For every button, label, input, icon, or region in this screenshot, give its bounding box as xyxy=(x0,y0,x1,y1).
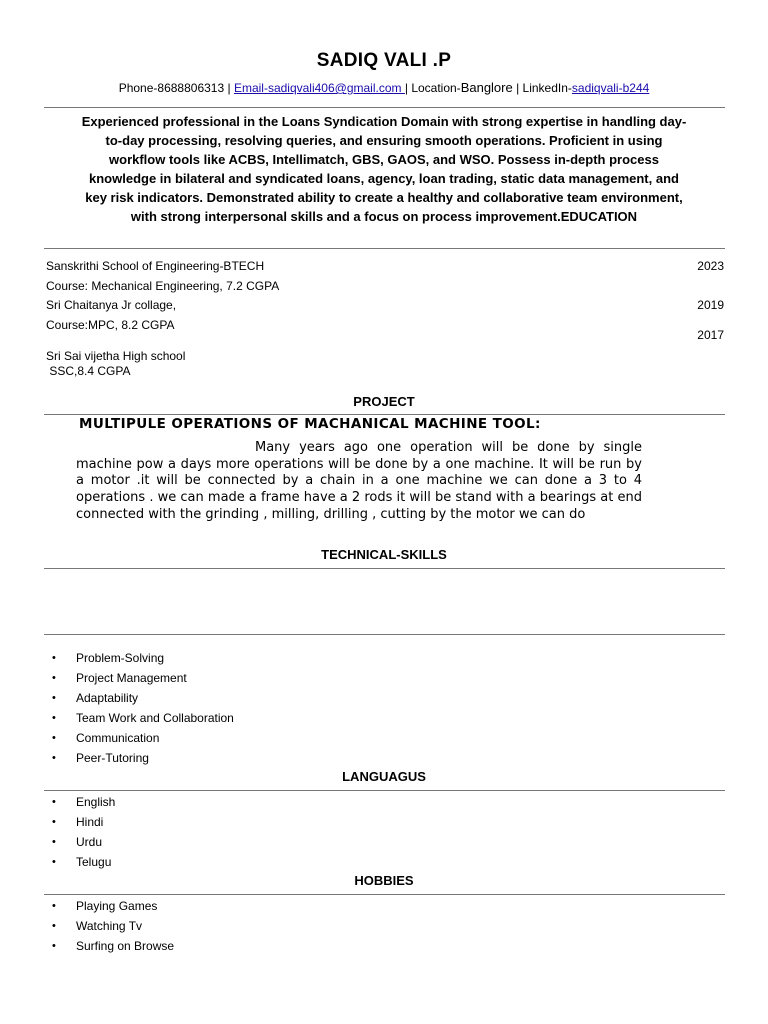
languages-list xyxy=(52,792,115,872)
bullet-icon: • xyxy=(52,732,56,744)
divider xyxy=(44,790,725,791)
location-label: Location- xyxy=(411,81,461,95)
divider xyxy=(44,107,725,108)
linkedin-label: LinkedIn- xyxy=(522,81,572,95)
bullet-icon: • xyxy=(52,672,56,684)
project-description: Many years ago one operation will be done by single machine pow a days more operations will be done by a one machine. It will be run by a motor .it will be connected by a chain in a one machine we can done a 3 to 4 operations . we can made a frame have a 2 rods it will be stand with a bearings at end connected with the grinding , milling, drilling , cutting by the motor we can do xyxy=(76,440,642,522)
divider xyxy=(44,894,725,895)
technical-skills-list xyxy=(52,648,234,768)
email-link[interactable]: Email-sadiqvali406@gmail.com xyxy=(233,81,405,95)
education-course: SSC,8.4 CGPA xyxy=(46,364,131,378)
section-title-hobbies: HOBBIES xyxy=(354,873,414,888)
list-item: • Playing Games xyxy=(52,896,174,916)
list-item: • Adaptability xyxy=(52,688,234,708)
divider xyxy=(44,248,725,249)
professional-summary: Experienced professional in the Loans Syndication Domain with strong expertise in handling day-to-day processing, resolving queries, and ensuring smooth operations. Proficient in using workflow tools like ACBS, Intellimatch, GBS, GAOS, and WSO. Possess in-depth process knowledge in bilateral and syndicated loans, agency, loan trading, static data management, and key risk indicators. Demonstrated ability to create a healthy and collaborative team environment, with strong interpersonal skills and a focus on process improvement.EDUCATION xyxy=(81,114,687,224)
bullet-icon: • xyxy=(52,692,56,704)
bullet-icon: • xyxy=(52,752,56,764)
list-item: • Surfing on Browse xyxy=(52,936,174,956)
list-item: • Peer-Tutoring xyxy=(52,748,234,768)
education-year: 2023 xyxy=(697,259,724,273)
candidate-name: SADIQ VALI .P xyxy=(316,50,452,71)
bullet-icon: • xyxy=(52,900,56,912)
list-item: • Problem-Solving xyxy=(52,648,234,668)
separator: | xyxy=(224,81,234,95)
education-course: Course: Mechanical Engineering, 7.2 CGPA xyxy=(46,279,280,293)
divider xyxy=(44,414,725,415)
divider xyxy=(44,568,725,569)
linkedin-link[interactable]: sadiqvali-b244 xyxy=(571,81,650,95)
list-item: • Communication xyxy=(52,728,234,748)
list-item: • Watching Tv xyxy=(52,916,174,936)
bullet-icon: • xyxy=(52,816,56,828)
bullet-icon: • xyxy=(52,712,56,724)
list-item: • Telugu xyxy=(52,852,115,872)
bullet-icon: • xyxy=(52,920,56,932)
hobbies-list xyxy=(52,896,174,956)
education-year: 2019 xyxy=(697,298,724,312)
list-item: • Urdu xyxy=(52,832,115,852)
phone-text: Phone-8688806313 xyxy=(118,81,225,95)
contact-line xyxy=(0,80,768,95)
bullet-icon: • xyxy=(52,652,56,664)
bullet-icon: • xyxy=(52,836,56,848)
project-title: MULTIPULE OPERATIONS OF MACHANICAL MACHINE TOOL: xyxy=(79,416,541,432)
section-title-technical-skills: TECHNICAL-SKILLS xyxy=(321,547,447,562)
list-item: • English xyxy=(52,792,115,812)
list-item: • Team Work and Collaboration xyxy=(52,708,234,728)
education-school: Sanskrithi School of Engineering-BTECH xyxy=(46,259,265,273)
section-title-project: PROJECT xyxy=(353,394,415,409)
bullet-icon: • xyxy=(52,796,56,808)
bullet-icon: • xyxy=(52,940,56,952)
list-item: • Hindi xyxy=(52,812,115,832)
list-item: • Project Management xyxy=(52,668,234,688)
separator: | xyxy=(404,81,412,95)
education-school: Sri Chaitanya Jr collage, xyxy=(46,298,177,312)
separator: | xyxy=(512,81,523,95)
education-year: 2017 xyxy=(697,328,724,342)
education-school: Sri Sai vijetha High school xyxy=(46,349,186,363)
bullet-icon: • xyxy=(52,856,56,868)
section-title-languages: LANGUAGUS xyxy=(342,769,426,784)
divider xyxy=(44,634,725,635)
education-course: Course:MPC, 8.2 CGPA xyxy=(46,318,175,332)
location-value: Banglore xyxy=(460,80,513,95)
